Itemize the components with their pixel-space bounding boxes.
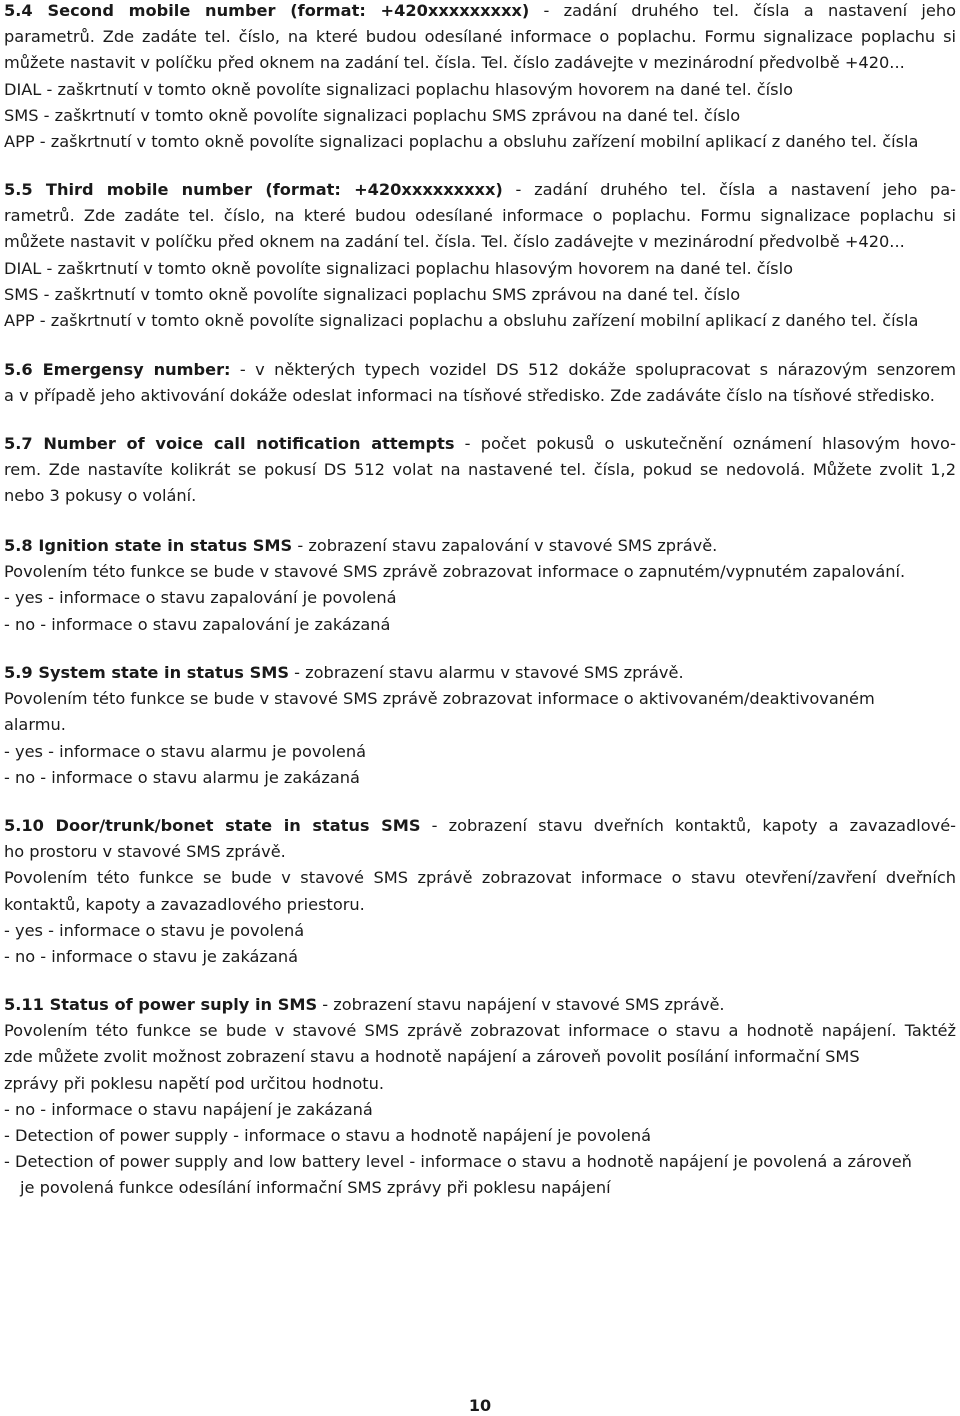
paragraph-line: zprávy při poklesu napětí pod určitou hodnotu. bbox=[4, 1073, 385, 1093]
section-5-8 bbox=[4, 533, 956, 638]
paragraph-line: můžete nastavit v políčku před oknem na zadání tel. čísla. Tel. číslo zadávejte v mezinárodní předvolbě +420... bbox=[4, 232, 905, 252]
option-no: - no - informace o stavu alarmu je zakázaná bbox=[4, 767, 360, 787]
option-detection-power-supply: - Detection of power supply - informace o stavu a hodnotě napájení je povolená bbox=[4, 1126, 652, 1146]
option-dial: DIAL - zaškrtnutí v tomto okně povolíte signalizaci poplachu hlasovým hovorem na dané tel. číslo bbox=[4, 258, 793, 278]
section-heading-line bbox=[4, 357, 956, 383]
section-5-4 bbox=[4, 0, 956, 155]
section-heading-line bbox=[4, 660, 956, 686]
section-number: 5.4 bbox=[4, 1, 33, 20]
section-heading-line bbox=[4, 177, 956, 203]
section-heading-line bbox=[4, 431, 956, 457]
section-intro: - v některých typech vozidel DS 512 dokáže spolupracovat s nárazovým senzorem bbox=[230, 360, 956, 379]
section-number: 5.11 bbox=[4, 995, 44, 1014]
section-number: 5.10 bbox=[4, 816, 44, 835]
section-intro: - zobrazení stavu napájení v stavové SMS zprávě. bbox=[317, 995, 725, 1014]
option-yes: - yes - informace o stavu alarmu je povolená bbox=[4, 741, 367, 761]
section-title: Door/trunk/bonet state in status SMS bbox=[55, 816, 421, 835]
option-no: - no - informace o stavu zapalování je zakázaná bbox=[4, 614, 391, 634]
paragraph-line: Povolením této funkce se bude v stavové SMS zprávě zobrazovat informace o aktivovaném/deaktivovaném bbox=[4, 689, 875, 709]
section-number: 5.8 bbox=[4, 536, 33, 555]
section-intro: - počet pokusů o uskutečnění oznámení hlasovým hovo- bbox=[454, 434, 956, 453]
section-title: Status of power suply in SMS bbox=[49, 995, 318, 1014]
paragraph-line: nebo 3 pokusy o volání. bbox=[4, 486, 197, 506]
section-heading-line bbox=[4, 533, 956, 559]
section-title: Third mobile number (format: +420xxxxxxxxx) bbox=[45, 180, 503, 199]
paragraph-line: ho prostoru v stavové SMS zprávě. bbox=[4, 842, 286, 862]
section-intro: - zadání druhého tel. čísla a nastavení jeho bbox=[529, 1, 956, 20]
section-5-10 bbox=[4, 813, 956, 970]
section-title: Ignition state in status SMS bbox=[38, 536, 293, 555]
paragraph-line: rem. Zde nastavíte kolikrát se pokusí DS 512 volat na nastavené tel. čísla, pokud se nedovolá. Můžete zvolit 1,2 bbox=[4, 460, 956, 480]
section-5-6 bbox=[4, 357, 956, 409]
section-number: 5.7 bbox=[4, 434, 33, 453]
section-intro: - zobrazení stavu alarmu v stavové SMS zprávě. bbox=[289, 663, 684, 682]
page-number: 10 bbox=[468, 1396, 492, 1415]
option-sms: SMS - zaškrtnutí v tomto okně povolíte signalizaci poplachu SMS zprávou na dané tel. číslo bbox=[4, 284, 741, 304]
option-yes: - yes - informace o stavu je povolená bbox=[4, 920, 305, 940]
section-title: Emergensy number: bbox=[42, 360, 231, 379]
section-5-5 bbox=[4, 177, 956, 334]
paragraph-line: Povolením této funkce se bude v stavové SMS zprávě zobrazovat informace o stavu a hodnotě napájení. Taktéž bbox=[4, 1021, 956, 1041]
paragraph-line: kontaktů, kapoty a zavazadlového priestoru. bbox=[4, 894, 365, 914]
paragraph-line: zde můžete zvolit možnost zobrazení stavu a hodnotě napájení a zároveň povolit posílání informační SMS bbox=[4, 1047, 860, 1067]
paragraph-line: rametrů. Zde zadáte tel. číslo, na které budou odesílané informace o poplachu. Formu signalizace poplachu si bbox=[4, 206, 956, 226]
paragraph-line: Povolením této funkce se bude v stavové SMS zprávě zobrazovat informace o zapnutém/vypnutém zapalování. bbox=[4, 562, 906, 582]
section-title: System state in status SMS bbox=[38, 663, 290, 682]
section-heading-line bbox=[4, 0, 956, 24]
section-5-9 bbox=[4, 660, 956, 791]
section-heading-line bbox=[4, 813, 956, 839]
section-title: Second mobile number (format: +420xxxxxxxxx) bbox=[47, 1, 530, 20]
option-app: APP - zaškrtnutí v tomto okně povolíte signalizaci poplachu a obsluhu zařízení mobilní aplikací z daného tel. čísla bbox=[4, 311, 919, 331]
section-number: 5.6 bbox=[4, 360, 33, 379]
option-no: - no - informace o stavu je zakázaná bbox=[4, 947, 299, 967]
section-5-11 bbox=[4, 992, 956, 1202]
option-detection-low-battery: - Detection of power supply and low battery level - informace o stavu a hodnotě napájení je povolená a zároveň bbox=[4, 1152, 912, 1172]
option-dial: DIAL - zaškrtnutí v tomto okně povolíte signalizaci poplachu hlasovým hovorem na dané tel. číslo bbox=[4, 79, 793, 99]
section-number: 5.5 bbox=[4, 180, 33, 199]
paragraph-line: alarmu. bbox=[4, 715, 66, 735]
option-detection-low-battery-cont: je povolená funkce odesílání informační SMS zprávy při poklesu napájení bbox=[20, 1178, 611, 1198]
paragraph-line: Povolením této funkce se bude v stavové SMS zprávě zobrazovat informace o stavu otevření/zavření dveřních bbox=[4, 868, 956, 888]
section-intro: - zadání druhého tel. čísla a nastavení jeho pa- bbox=[502, 180, 956, 199]
paragraph-line: parametrů. Zde zadáte tel. číslo, na které budou odesílané informace o poplachu. Formu signalizace poplachu si bbox=[4, 27, 956, 47]
section-heading-line bbox=[4, 992, 956, 1018]
paragraph-line: můžete nastavit v políčku před oknem na zadání tel. čísla. Tel. číslo zadávejte v mezinárodní předvolbě +420... bbox=[4, 53, 905, 73]
option-no: - no - informace o stavu napájení je zakázaná bbox=[4, 1099, 373, 1119]
option-yes: - yes - informace o stavu zapalování je povolená bbox=[4, 588, 397, 608]
option-sms: SMS - zaškrtnutí v tomto okně povolíte signalizaci poplachu SMS zprávou na dané tel. číslo bbox=[4, 105, 741, 125]
paragraph-line: a v případě jeho aktivování dokáže odeslat informaci na tísňové středisko. Zde zadáváte číslo na tísňové středisko. bbox=[4, 386, 935, 406]
section-intro: - zobrazení stavu zapalování v stavové SMS zprávě. bbox=[292, 536, 718, 555]
section-5-7 bbox=[4, 431, 956, 510]
section-number: 5.9 bbox=[4, 663, 33, 682]
section-intro: - zobrazení stavu dveřních kontaktů, kapoty a zavazadlové- bbox=[420, 816, 957, 835]
section-title: Number of voice call notification attempts bbox=[43, 434, 455, 453]
option-app: APP - zaškrtnutí v tomto okně povolíte signalizaci poplachu a obsluhu zařízení mobilní aplikací z daného tel. čísla bbox=[4, 132, 919, 152]
